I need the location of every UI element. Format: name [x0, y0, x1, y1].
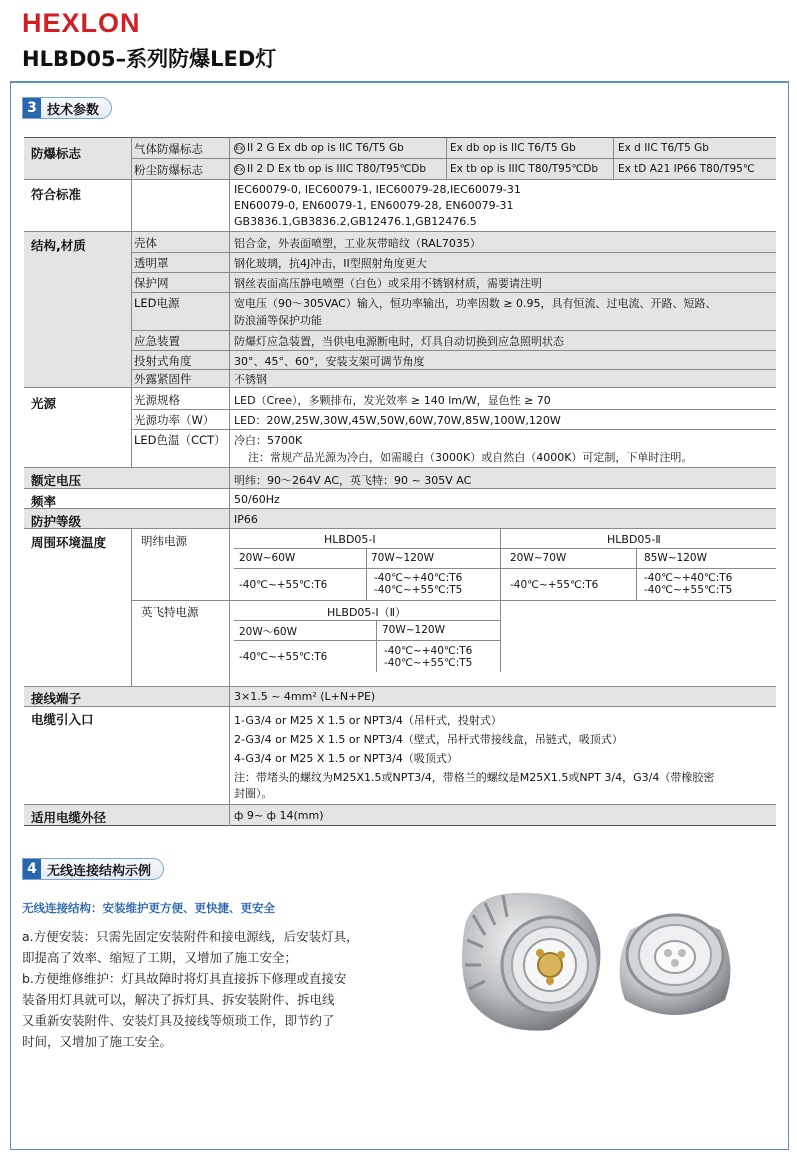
- row-value: ф 9~ ф 14(mm): [234, 809, 324, 822]
- gas-mark-gb: Ex d IIC T6/T5 Gb: [618, 142, 709, 154]
- row-label: 周围环境温度: [31, 535, 107, 550]
- sub-value: LED：20W,25W,30W,45W,50W,60W,70W,85W,100W,120W: [234, 414, 561, 427]
- row-label: 频率: [31, 494, 57, 509]
- mw-col1: 20W~60W: [239, 552, 296, 564]
- sub-label: 投射式角度: [134, 354, 192, 368]
- connection-subtitle: 无线连接结构：安装维护更方便、更快捷、更安全: [22, 901, 275, 915]
- row-label: 防爆标志: [31, 146, 82, 161]
- mw-col2: 70W~120W: [371, 552, 434, 564]
- sub-value: 防浪涌等保护功能: [234, 314, 322, 327]
- row-value: 50/60Hz: [234, 493, 280, 506]
- section-label: 无线连接结构示例: [47, 863, 152, 879]
- row-label: 接线端子: [31, 691, 82, 706]
- sub-value: 铝合金，外表面喷塑，工业灰带暗纹（RAL7035）: [234, 237, 481, 250]
- gas-mark-iecex: Ex db op is IIC T6/T5 Gb: [450, 142, 576, 154]
- ex-icon: Ex: [235, 164, 244, 173]
- spec-row-ip: [24, 509, 776, 529]
- yft-temp2a: -40℃~+40℃:T6: [384, 645, 473, 657]
- entry-note: 注：带堵头的螺纹为M25X1.5或NPT3/4，带格兰的螺纹是M25X1.5或NPT 3/4，G3/4（带橡胶密: [234, 771, 715, 784]
- sub-label: 透明罩: [134, 256, 169, 270]
- yft-col1: 20W～60W: [239, 626, 297, 638]
- connection-line: a.方便安装：只需先固定安装附件和接电源线，后安装灯具，: [22, 929, 359, 944]
- sub-value-note: 注：常规产品光源为冷白，如需暖白（3000K）或自然白（4000K）可定制，下单时注明。: [248, 451, 693, 464]
- mw-header-i: HLBD05-Ⅰ: [324, 533, 376, 546]
- row-label: 适用电缆外径: [31, 810, 107, 825]
- gas-mark-label: 气体防爆标志: [134, 142, 203, 156]
- sub-label: 保护网: [134, 276, 169, 290]
- sub-value: 钢化玻璃，抗4J冲击，II型照射角度更大: [234, 257, 427, 270]
- mw-temp2b: -40℃~+55℃:T5: [374, 584, 463, 596]
- sub-value: 防爆灯应急装置，当供电电源断电时，灯具自动切换到应急照明状态: [234, 335, 564, 348]
- spec-row-ex-mark: [24, 137, 776, 180]
- row-label: 电缆引入口: [31, 712, 94, 727]
- connection-line: 装备用灯具就可以，解决了拆灯具、拆安装附件、拆电线: [22, 992, 335, 1007]
- brand-logo: HEXLON: [22, 8, 141, 38]
- mw-col4: 85W~120W: [644, 552, 707, 564]
- sub-value: 不锈钢: [234, 373, 267, 386]
- entry-line: 2-G3/4 or M25 X 1.5 or NPT3/4（壁式，吊杆式带接线盒，吊链式，吸顶式）: [234, 733, 623, 746]
- row-label: 符合标准: [31, 187, 82, 202]
- dust-mark-iecex: Ex tb op is IIIC T80/T95℃Db: [450, 163, 599, 175]
- entry-line: 1-G3/4 or M25 X 1.5 or NPT3/4（吊杆式，投射式）: [234, 714, 502, 727]
- section-number: 3: [23, 98, 41, 118]
- spec-row-light-source: [24, 388, 776, 468]
- spec-row-ambient-temp: [24, 529, 776, 687]
- yft-header: HLBD05-Ⅰ（Ⅱ）: [327, 606, 407, 619]
- row-label: 结构,材质: [31, 238, 86, 253]
- mw-temp2a: -40℃~+40℃:T6: [374, 572, 463, 584]
- spec-row-cable-od: [24, 805, 776, 826]
- standard-line: GB3836.1,GB3836.2,GB12476.1,GB12476.5: [234, 215, 477, 228]
- row-value: 明纬：90～264V AC，英飞特：90 ~ 305V AC: [234, 474, 472, 487]
- section-header-connection: [22, 858, 164, 880]
- mw-col3: 20W~70W: [510, 552, 567, 564]
- row-label: 光源: [31, 396, 57, 411]
- sub-value: 冷白：5700K: [234, 434, 303, 447]
- spec-row-frequency: [24, 489, 776, 509]
- spec-row-voltage: [24, 468, 776, 489]
- connection-line: b.方便维修维护：灯具故障时将灯具直接拆下修理或直接安: [22, 971, 347, 986]
- yft-psu-label: 英飞特电源: [141, 605, 199, 619]
- sub-label: LED电源: [134, 296, 180, 310]
- sub-label: 光源规格: [134, 393, 180, 407]
- mw-temp3: -40℃~+55℃:T6: [510, 579, 599, 591]
- sub-label: 壳体: [134, 236, 157, 250]
- spec-table: [24, 137, 776, 826]
- sub-value: 宽电压（90～305VAC）输入，恒功率输出，功率因数 ≥ 0.95，具有恒流、过电流、开路、短路、: [234, 297, 717, 310]
- row-value: 3×1.5 ~ 4mm² (L+N+PE): [234, 690, 376, 703]
- dust-mark-label: 粉尘防爆标志: [134, 163, 203, 177]
- connection-line: 时间，又增加了施工安全。: [22, 1034, 173, 1049]
- page-title: HLBD05–系列防爆LED灯: [22, 47, 277, 71]
- row-label: 防护等级: [31, 514, 82, 529]
- gas-mark-atex: Ex II 2 G Ex db op is IIC T6/T5 Gb: [235, 142, 404, 154]
- dust-mark-gb: Ex tD A21 IP66 T80/T95℃: [618, 163, 755, 175]
- connection-line: 即提高了效率、缩短了工期，又增加了施工安全；: [22, 950, 298, 965]
- spec-row-terminal: [24, 687, 776, 707]
- ex-icon: Ex: [235, 143, 244, 152]
- yft-col2: 70W~120W: [382, 624, 445, 636]
- section-label: 技术参数: [47, 102, 100, 118]
- yft-temp1: -40℃~+55℃:T6: [239, 651, 328, 663]
- sub-label: 光源功率（W）: [134, 413, 215, 427]
- mw-temp1: -40℃~+55℃:T6: [239, 579, 328, 591]
- spec-row-structure: [24, 232, 776, 388]
- mw-psu-label: 明纬电源: [141, 534, 187, 548]
- mw-temp4a: -40℃~+40℃:T6: [644, 572, 733, 584]
- entry-line: 4-G3/4 or M25 X 1.5 or NPT3/4（吸顶式）: [234, 752, 458, 765]
- mounting-base-photo: [610, 905, 740, 1030]
- standard-line: EN60079-0, EN60079-1, EN60079-28, EN60079-31: [234, 199, 514, 212]
- sub-value: LED（Cree），多颗排布，发光效率 ≥ 140 lm/W，显色性 ≥ 70: [234, 394, 551, 407]
- yft-temp2b: -40℃~+55℃:T5: [384, 657, 473, 669]
- mw-temp4b: -40℃~+55℃:T5: [644, 584, 733, 596]
- connection-line: 又重新安装附件、安装灯具及接线等烦琐工作，即节约了: [22, 1013, 335, 1028]
- mw-header-ii: HLBD05-Ⅱ: [607, 533, 661, 546]
- sub-value: 钢丝表面高压静电喷塑（白色）或采用不锈钢材质，需要请注明: [234, 277, 542, 290]
- spec-row-cable-entry: [24, 707, 776, 805]
- row-value: IP66: [234, 513, 258, 526]
- section-number: 4: [23, 859, 41, 879]
- sub-label: 外露紧固件: [134, 372, 192, 386]
- row-label: 额定电压: [31, 473, 82, 488]
- standard-line: IEC60079-0, IEC60079-1, IEC60079-28,IEC60079-31: [234, 183, 521, 196]
- spec-row-standards: [24, 180, 776, 232]
- section-header-specs: [22, 97, 112, 119]
- lamp-body-connector-photo: [455, 885, 605, 1035]
- dust-mark-atex: Ex II 2 D Ex tb op is IIIC T80/T95℃Db: [235, 163, 427, 175]
- sub-label: LED色温（CCT）: [134, 433, 226, 447]
- sub-value: 30°、45°、60°，安装支架可调节角度: [234, 355, 425, 368]
- entry-note: 封圈）。: [234, 787, 273, 800]
- sub-label: 应急装置: [134, 334, 180, 348]
